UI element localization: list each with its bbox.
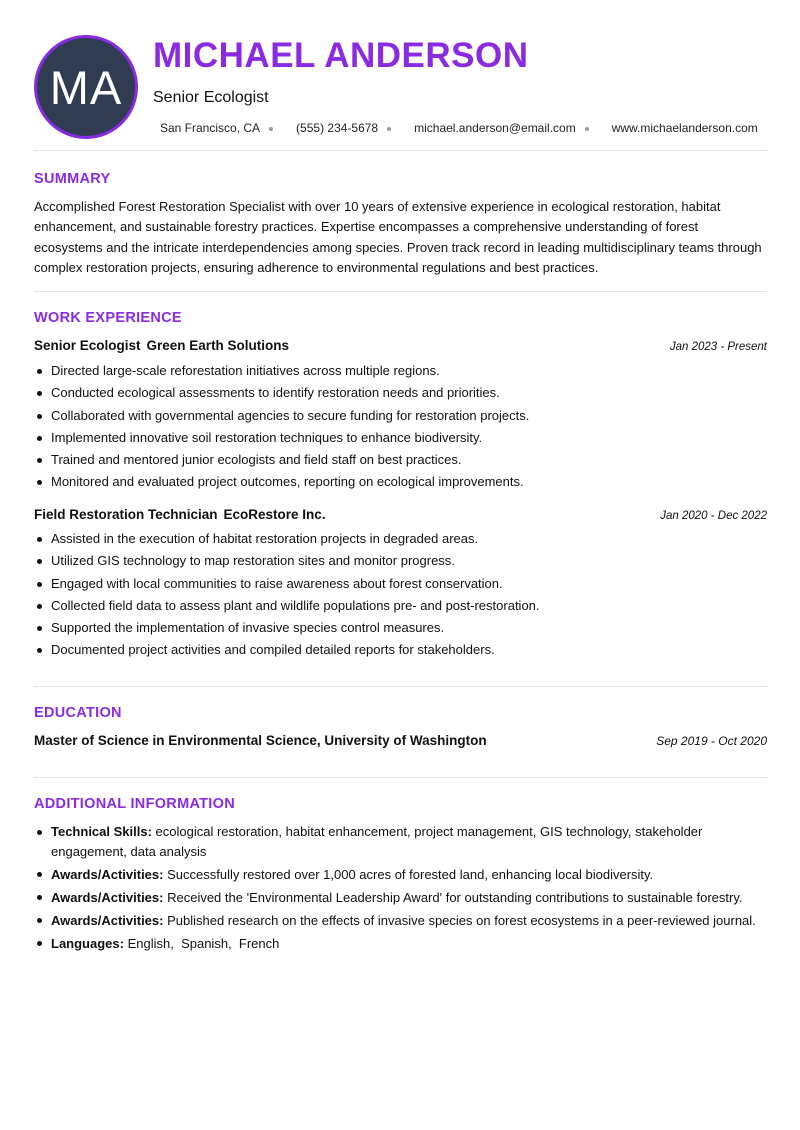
list-item: Supported the implementation of invasive species control measures.: [34, 619, 767, 637]
candidate-name: MICHAEL ANDERSON: [153, 36, 529, 75]
section-heading-additional: ADDITIONAL INFORMATION: [34, 796, 235, 812]
list-item: Collaborated with governmental agencies to secure funding for restoration projects.: [34, 407, 767, 425]
list-item: Trained and mentored junior ecologists and field staff on best practices.: [34, 451, 767, 469]
job-role-company: [34, 507, 326, 522]
info-label: Technical Skills:: [51, 824, 152, 839]
job-dates: Jan 2020 - Dec 2022: [660, 510, 767, 522]
separator-dot-icon: [269, 127, 273, 131]
info-label: Awards/Activities:: [51, 889, 164, 905]
list-item: [34, 865, 767, 885]
list-item: Collected field data to assess plant and wildlife populations pre- and post-restoration.: [34, 597, 767, 615]
job-role-company: [34, 338, 289, 353]
summary-text: Accomplished Forest Restoration Specialist with over 10 years of extensive experience in ecological restoration, habitat enhancement, and sustainable forestry practices. Expertise encompasses a comprehensive understanding of forest ecosystems and the intricate interdependencies among species. Proven track record in leading multidisciplinary teams through complex restoration projects, ensuring adherence to environmental regulations and best practices.: [34, 199, 762, 275]
contact-phone[interactable]: (555) 234-5678: [296, 121, 379, 135]
separator-dot-icon: [387, 127, 391, 131]
education-degree: Master of Science in Environmental Science, University of Washington: [34, 733, 487, 748]
info-label: Awards/Activities:: [51, 866, 164, 882]
info-text: Received the 'Environmental Leadership Award' for outstanding contributions to sustainable forestry.: [167, 889, 743, 905]
divider: [34, 150, 767, 151]
divider: [34, 291, 767, 292]
info-label: Languages:: [51, 935, 124, 951]
list-item: [34, 934, 767, 954]
contact-location: San Francisco, CA: [160, 121, 261, 135]
list-item: [34, 888, 767, 908]
avatar-initials: MA: [49, 60, 123, 114]
list-item: [34, 822, 767, 861]
education-entry: [34, 733, 767, 748]
section-heading-summary: SUMMARY: [34, 171, 111, 187]
separator-dot-icon: [585, 127, 589, 131]
contact-line: [160, 121, 758, 135]
divider: [34, 777, 767, 778]
list-item: Engaged with local communities to raise awareness about forest conservation.: [34, 575, 767, 593]
list-item: Utilized GIS technology to map restoration sites and monitor progress.: [34, 552, 767, 570]
job-bullets: [34, 362, 767, 496]
job-company: EcoRestore Inc.: [223, 507, 326, 522]
education-dates: Sep 2019 - Oct 2020: [656, 734, 767, 748]
candidate-title: Senior Ecologist: [153, 89, 269, 106]
job-role: Field Restoration Technician: [34, 507, 218, 522]
section-heading-education: EDUCATION: [34, 705, 122, 721]
list-item: Directed large-scale reforestation initiatives across multiple regions.: [34, 362, 767, 380]
list-item: Conducted ecological assessments to identify restoration needs and priorities.: [34, 384, 767, 402]
contact-website[interactable]: www.michaelanderson.com: [611, 121, 758, 135]
list-item: [34, 911, 767, 931]
contact-email[interactable]: michael.anderson@email.com: [414, 121, 576, 135]
list-item: Assisted in the execution of habitat restoration projects in degraded areas.: [34, 530, 767, 548]
list-item: Documented project activities and compiled detailed reports for stakeholders.: [34, 641, 767, 659]
job-role: Senior Ecologist: [34, 338, 141, 353]
job-dates: Jan 2023 - Present: [669, 341, 767, 353]
list-item: Monitored and evaluated project outcomes, reporting on ecological improvements.: [34, 473, 767, 491]
info-text: English, Spanish, French: [127, 935, 280, 951]
job-bullets: [34, 530, 767, 664]
additional-info-list: [34, 822, 767, 957]
info-text: Published research on the effects of invasive species on forest ecosystems in a peer-reviewed journal.: [167, 912, 756, 928]
info-text: ecological restoration, habitat enhancement, project management, GIS technology, stakeholder engagement, data analysis: [51, 824, 703, 859]
info-label: Awards/Activities:: [51, 912, 164, 928]
job-company: Green Earth Solutions: [146, 338, 290, 353]
divider: [34, 686, 767, 687]
info-text: Successfully restored over 1,000 acres of forested land, enhancing local biodiversity.: [167, 866, 654, 882]
job-header: [34, 507, 767, 522]
job-header: [34, 338, 767, 353]
section-heading-experience: WORK EXPERIENCE: [34, 310, 182, 326]
list-item: Implemented innovative soil restoration techniques to enhance biodiversity.: [34, 429, 767, 447]
avatar: [34, 35, 138, 139]
